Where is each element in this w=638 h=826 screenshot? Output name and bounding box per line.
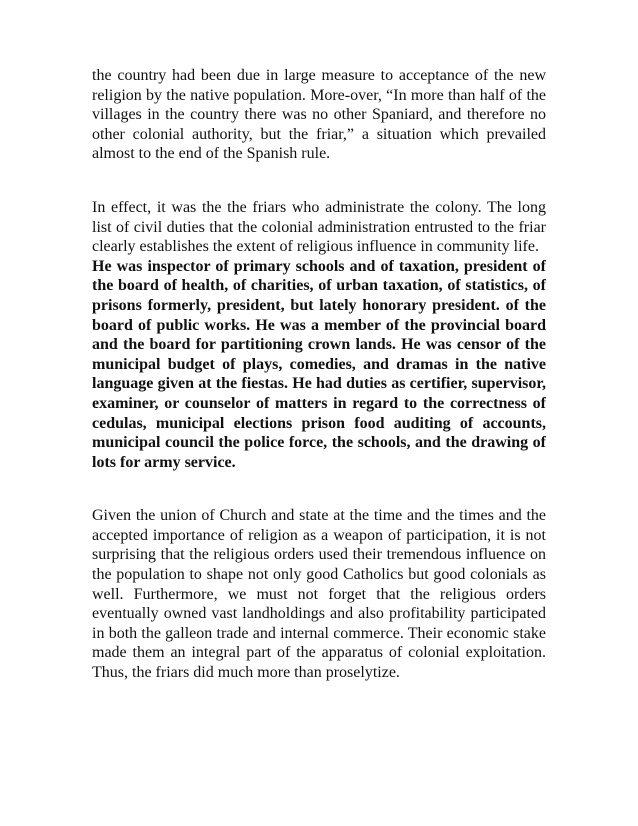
document-page xyxy=(92,66,546,683)
paragraph-friar-duties: He was inspector of primary schools and of taxation, president of the board of health, of charities, of urban taxation, of statistics, of prisons formerly, president, but lately honorary president. of the board of public works. He was a member of the provincial board and the board for partitioning crown lands. He was censor of the municipal budget of plays, comedies, and dramas in the native language given at the fiestas. He had duties as certifier, supervisor, examiner, or counselor of matters in regard to the correctness of cedulas, municipal elections prison food auditing of accounts, municipal council the police force, the schools, and the drawing of lots for army service. xyxy=(92,257,546,471)
paragraph-spanish-rule: the country had been due in large measure to acceptance of the new religion by the native population. More-over, “In more than half of the villages in the country there was no other Spaniard, and therefore no other colonial authority, but the friar,” a situation which prevailed almost to the end of the Spanish rule. xyxy=(92,67,546,163)
paragraph-church-and-state: Given the union of Church and state at the time and the times and the accepted importance of religion as a weapon of participation, it is not surprising that the religious orders used their tremendous influence on the population to shape not only good Catholics but good colonials as well. Furthermore, we must not forget that the religious orders eventually owned vast landholdings and also profitability participated in both the galleon trade and internal commerce. Their economic stake made them an integral part of the apparatus of colonial exploitation. Thus, the friars did much more than proselytize. xyxy=(92,507,546,682)
paragraph-friars-administrate: In effect, it was the the friars who administrate the colony. The long list of civil duties that the colonial administration entrusted to the friar clearly establishes the extent of religious influence in community life. xyxy=(92,198,546,256)
